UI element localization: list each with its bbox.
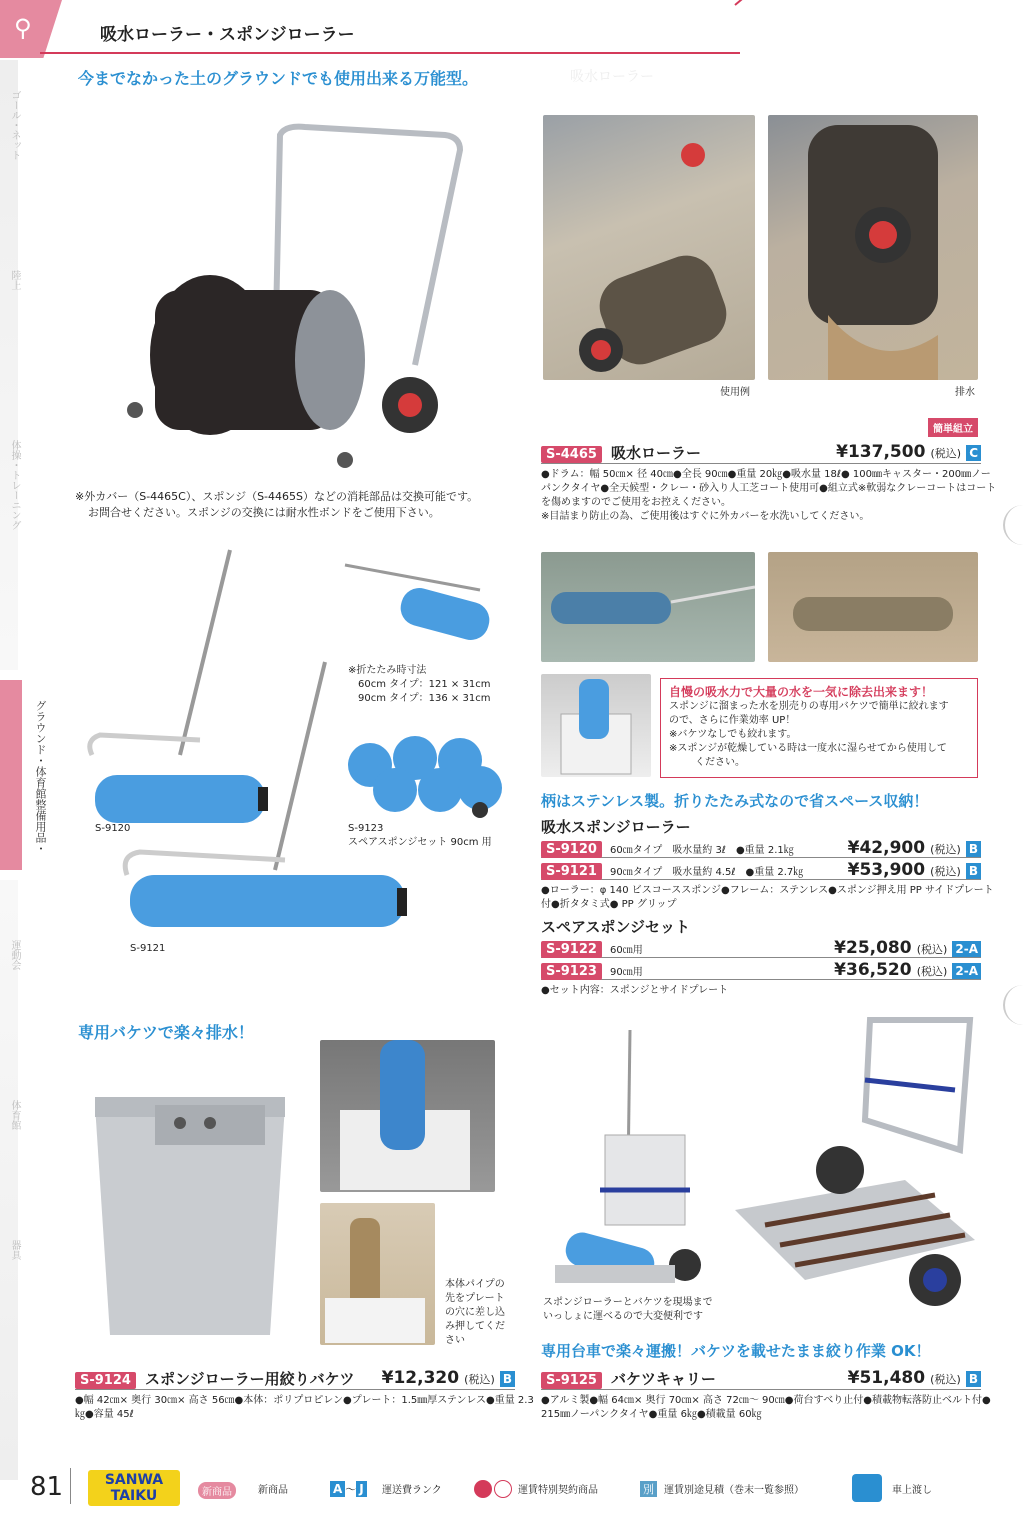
cart-headline: 専用台車で楽々運搬！バケツを載せたまま絞り作業 OK！ — [541, 1342, 931, 1360]
product-s9125-row — [541, 1368, 981, 1390]
product-name: 吸水ローラー — [611, 444, 702, 462]
label-s9120: S-9120 — [95, 823, 131, 834]
spare-set-title: スペアスポンジセット — [541, 918, 691, 936]
product-code: S-9125 — [541, 1372, 602, 1389]
product-code: S-9122 — [541, 941, 602, 958]
product-spec: ●ローラー：φ 140 ビスコーススポンジ●フレーム：ステンレス●スポンジ押え用 PP サイドプレート — [541, 885, 994, 896]
logo-line-1: SANWA — [104, 1472, 164, 1488]
product-spec: ●ドラム：幅 50㎝× 径 40㎝●全長 90㎝●重量 20㎏●吸水量 18ℓ● 100㎜キャスター・200㎜ノー — [541, 469, 991, 480]
cart-caption: いっしょに運べるので大変便利です — [543, 1311, 703, 1322]
special-contract-label: 運賃特別契約商品 — [518, 1485, 598, 1496]
easy-assembly-badge: 簡単組立 — [928, 418, 978, 437]
product-s9123-row — [541, 960, 981, 980]
tax-label: (税込) — [916, 943, 948, 956]
bucket-insert-photo — [320, 1203, 435, 1345]
footer-divider — [70, 1468, 71, 1504]
tax-label: (税込) — [916, 965, 948, 978]
product-spec: ●セット内容：スポンジとサイドプレート — [541, 985, 729, 996]
bucket-caption: み押してくだ — [445, 1321, 505, 1332]
sidebar-tab-faded[interactable]: ゴール・ネット — [9, 90, 20, 160]
tax-label: (税込) — [930, 447, 962, 460]
rank-legend-label: 運送費ランク — [382, 1485, 442, 1496]
product-price: ¥36,520 — [834, 960, 912, 980]
rank-badge: B — [500, 1371, 515, 1387]
bucket-squeeze-photo-2 — [320, 1040, 495, 1192]
binding-hole — [1003, 505, 1029, 545]
product-price: ¥42,900 — [847, 838, 926, 858]
product-price: ¥12,320 — [381, 1368, 460, 1388]
drain-photo — [768, 115, 978, 380]
sidebar-active-label: グラウンド・体育館整備用品・ — [34, 700, 47, 854]
rank-badge: C — [966, 445, 981, 461]
callout-line: ※バケツなしでも絞れます。 — [669, 729, 797, 740]
sidebar-tab-faded[interactable]: 運動会 — [9, 940, 20, 970]
page-number: 81 — [30, 1472, 64, 1502]
bucket-headline: 専用バケツで楽々排水！ — [78, 1023, 254, 1042]
header-underline — [40, 52, 740, 54]
bucket-caption: さい — [445, 1335, 465, 1346]
bucket-squeeze-photo — [541, 674, 651, 777]
truck-label: 車上渡し — [892, 1485, 932, 1496]
truck-icon — [852, 1474, 882, 1502]
fold-note: ※折たたみ時寸法 — [348, 665, 427, 676]
stainless-headline: 柄はステンレス製。折りたたみ式なので省スペース収納！ — [541, 792, 929, 810]
separate-estimate-label: 運賃別途見積（巻末一覧参照） — [664, 1485, 804, 1496]
bucket-caption: 先をプレート — [445, 1293, 505, 1304]
callout-line: ※スポンジが乾燥している時は一度水に湿らせてから使用して — [669, 743, 947, 754]
new-product-label: 新商品 — [258, 1485, 288, 1496]
callout-box — [660, 678, 978, 778]
rank-badge: 2-A — [952, 941, 981, 957]
header-diagonal — [734, 0, 781, 6]
product-s9122-row — [541, 938, 981, 958]
product-desc: 90㎝用 — [610, 967, 643, 978]
sponge-usage-photo-2 — [768, 552, 978, 662]
separate-estimate-icon: 別 — [640, 1481, 657, 1497]
fold-note: 60cm タイプ：121 × 31cm — [358, 679, 491, 690]
header-figure-icon: ⚲ — [14, 14, 32, 42]
product-s9121-row — [541, 860, 981, 880]
water-roller-image — [115, 115, 485, 475]
product-spec: 215㎜ノーパンクタイヤ●重量 6㎏●積載量 60㎏ — [541, 1409, 762, 1420]
bucket-cart-image — [550, 1025, 720, 1295]
product-s9120-row — [541, 838, 981, 858]
product-price: ¥51,480 — [847, 1368, 926, 1388]
tax-label: (税込) — [930, 1373, 961, 1386]
bucket-image — [85, 1085, 295, 1345]
special-contract-icon — [474, 1480, 512, 1498]
tax-label: (税込) — [930, 843, 961, 856]
cover-note: ※外カバー（S-4465C）、スポンジ（S-4465S）などの消耗部品は交換可能です。 — [75, 490, 479, 503]
tax-label: (税込) — [464, 1373, 495, 1386]
product-desc: 90㎝タイプ 吸水量約 4.5ℓ ●重量 2.7㎏ — [610, 867, 804, 878]
callout-title: 自慢の吸水力で大量の水を一気に除去出来ます！ — [669, 685, 934, 699]
sidebar-faded-bar-2 — [0, 880, 18, 1480]
product-price: ¥25,080 — [834, 938, 912, 958]
sanwa-logo — [88, 1470, 180, 1506]
sidebar — [0, 60, 60, 1460]
callout-line: スポンジに溜まった水を別売りの専用バケツで簡単に絞れます — [669, 701, 949, 712]
sponge-usage-photo-1 — [541, 552, 755, 662]
header-bar — [0, 0, 1029, 58]
rank-badge: B — [966, 1371, 981, 1387]
page-title: 吸水ローラー・スポンジローラー — [100, 25, 355, 45]
product-spec: を傷めますのでご使用をお控えください。 — [541, 497, 731, 508]
product-code: S-4465 — [541, 446, 602, 463]
sidebar-tab-faded[interactable]: 体操・トレーニング — [9, 440, 20, 530]
photo-caption-drain: 排水 — [955, 387, 975, 398]
product-code: S-9121 — [541, 863, 602, 880]
main-headline: 今までなかった土のグラウンドでも使用出来る万能型。 — [78, 69, 479, 88]
sidebar-tab-faded[interactable]: 陸上 — [9, 270, 20, 290]
product-spec: 付●折タタミ式● PP グリップ — [541, 899, 677, 910]
product-price: ¥137,500 — [836, 442, 926, 462]
folded-roller-image — [340, 560, 500, 650]
headline-faded: 吸水ローラー — [570, 69, 654, 85]
product-spec: ●アルミ製●幅 64㎝× 奥行 70㎝× 高さ 72㎝～ 90㎝●荷台すべり止付●積載物転落防止ベルト付● — [541, 1395, 991, 1406]
product-s4465-row — [541, 442, 981, 464]
product-spec: ㎏●容量 45ℓ — [75, 1409, 134, 1420]
cart-caption: スポンジローラーとバケツを現場まで — [543, 1297, 713, 1308]
sidebar-tab-faded[interactable]: 器具 — [9, 1240, 20, 1260]
product-spec: ※目詰まり防止の為、ご使用後はすぐに外カバーを水洗いしてください。 — [541, 511, 870, 522]
bucket-caption: 本体パイプの — [445, 1279, 505, 1290]
product-spec: ●幅 42㎝× 奥行 30㎝× 高さ 56㎝●本体：ポリプロピレン●プレート：1.5㎜厚ステンレス●重量 2.3 — [75, 1395, 534, 1406]
rank-badge: B — [966, 841, 981, 857]
photo-caption-usage: 使用例 — [720, 387, 750, 398]
rank-badge: 2-A — [952, 963, 981, 979]
product-name: バケツキャリー — [611, 1370, 716, 1388]
rank-badge: B — [966, 863, 981, 879]
bucket-caption: の穴に差し込 — [445, 1307, 505, 1318]
product-price: ¥53,900 — [847, 860, 926, 880]
cover-note-2: お問合せください。スポンジの交換には耐水性ボンドをご使用下さい。 — [88, 506, 440, 519]
cart-image — [725, 1010, 985, 1310]
label-s9121: S-9121 — [130, 943, 166, 954]
sidebar-active-tab[interactable] — [0, 680, 22, 870]
fold-note: 90cm タイプ：136 × 31cm — [358, 693, 491, 704]
product-desc: 60㎝タイプ 吸水量約 3ℓ ●重量 2.1㎏ — [610, 845, 794, 856]
product-s9124-row — [75, 1368, 515, 1390]
callout-line: ので、さらに作業効率 UP！ — [669, 715, 796, 726]
sponge-roller-title: 吸水スポンジローラー — [541, 818, 691, 836]
product-spec: パンクタイヤ●全天候型・クレー・砂入り人工芝コート使用可●組立式※軟弱なクレーコートはコート — [541, 483, 997, 494]
binding-hole — [1003, 985, 1029, 1025]
spare-sponge-image — [340, 720, 510, 820]
new-product-icon: 新商品 — [198, 1482, 236, 1499]
footer — [0, 1450, 1029, 1517]
callout-line: ください。 — [695, 757, 745, 768]
product-code: S-9124 — [75, 1372, 136, 1389]
label-s9123: S-9123 — [348, 823, 384, 834]
sidebar-tab-faded[interactable]: 体育館 — [9, 1100, 20, 1130]
label-s9123-sub: スペアスポンジセット 90cm 用 — [348, 837, 492, 848]
logo-line-2: TAIKU — [110, 1488, 158, 1504]
product-desc: 60㎝用 — [610, 945, 643, 956]
usage-photo — [543, 115, 755, 380]
product-code: S-9120 — [541, 841, 602, 858]
rank-legend: A ～ J — [330, 1481, 367, 1497]
tax-label: (税込) — [930, 865, 961, 878]
product-name: スポンジローラー用絞りバケツ — [145, 1370, 355, 1388]
product-code: S-9123 — [541, 963, 602, 980]
